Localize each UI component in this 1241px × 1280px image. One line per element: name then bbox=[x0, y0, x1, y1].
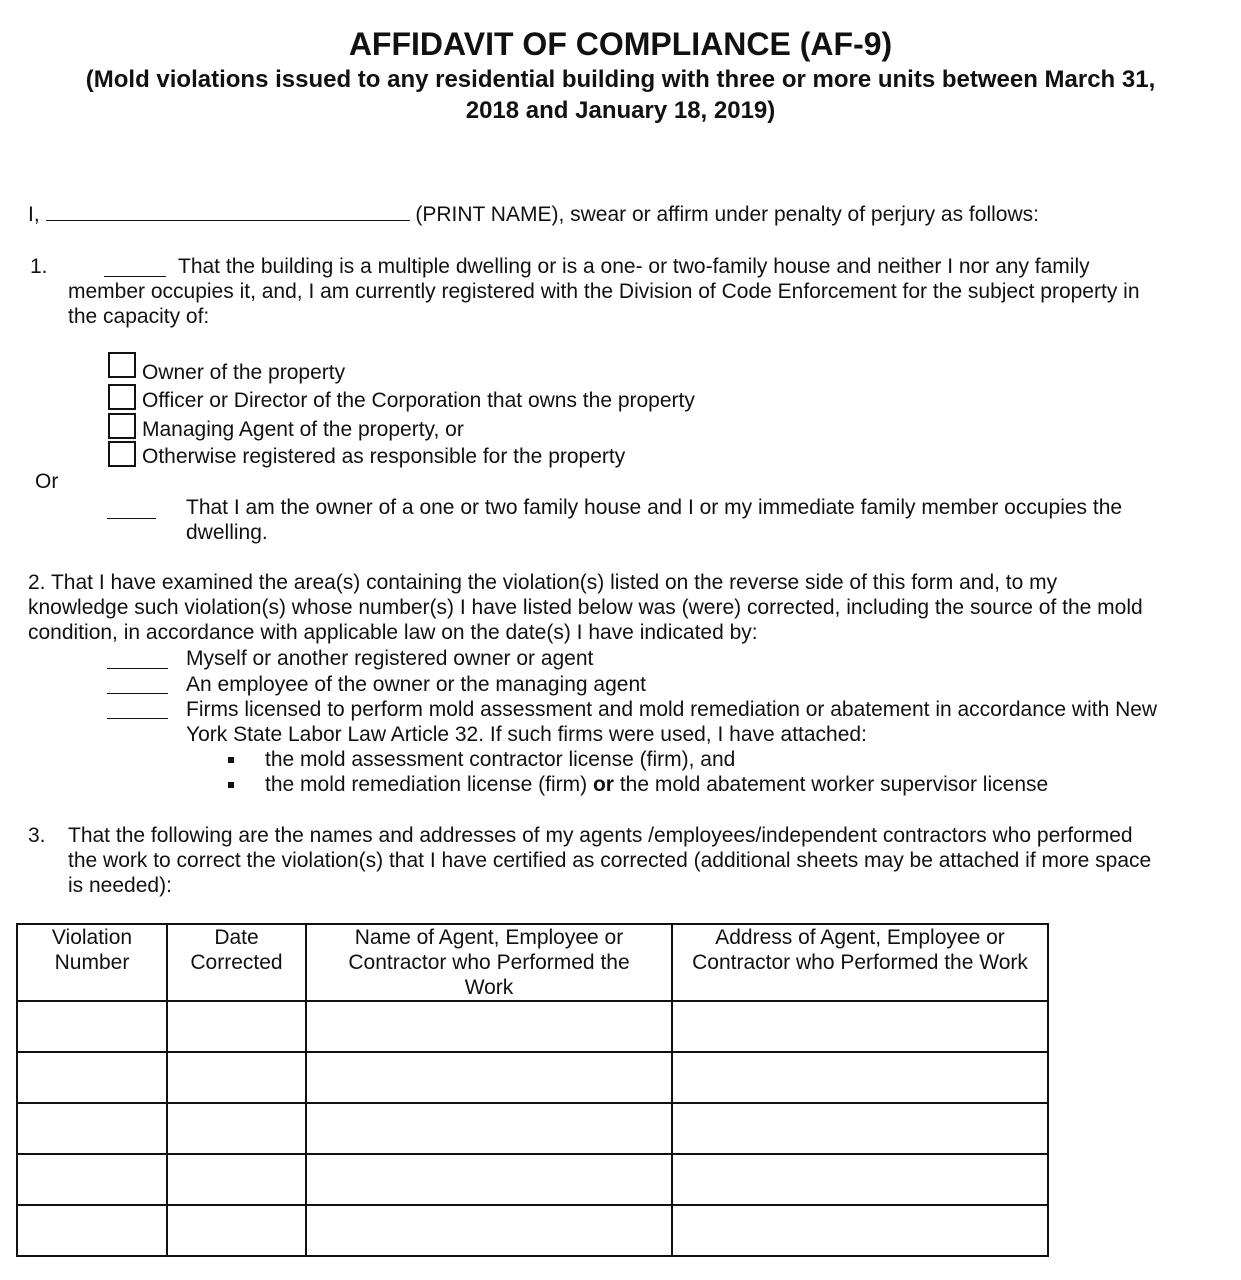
header-text: Contractor who Performed the bbox=[348, 951, 630, 974]
bullet-icon bbox=[228, 757, 234, 763]
corrected-by-employee-field[interactable] bbox=[107, 671, 168, 694]
bullet-text-or: or bbox=[592, 773, 614, 796]
item3-text: That the following are the names and addresses of my agents /employees/independent contractors who performed bbox=[68, 824, 1133, 847]
item2-text: 2. That I have examined the area(s) containing the violation(s) listed on the reverse side of this form and, to my bbox=[28, 571, 1058, 594]
cell[interactable] bbox=[17, 1154, 167, 1205]
header-text: Contractor who Performed the Work bbox=[692, 951, 1028, 974]
intro-prefix: I, bbox=[28, 203, 40, 226]
cell[interactable] bbox=[306, 1052, 672, 1103]
checkbox-otherwise-registered[interactable] bbox=[108, 441, 136, 467]
cell[interactable] bbox=[17, 1052, 167, 1103]
checkbox-officer[interactable] bbox=[108, 384, 136, 410]
checkbox-label: Otherwise registered as responsible for the property bbox=[142, 445, 626, 468]
cell[interactable] bbox=[306, 1205, 672, 1256]
cell[interactable] bbox=[17, 1001, 167, 1052]
bullet-text-part: the mold remediation license (firm) bbox=[265, 773, 588, 796]
table-row bbox=[17, 1103, 1048, 1154]
item1-text: member occupies it, and, I am currently registered with the Division of Code Enforcement for the subject property in bbox=[68, 280, 1140, 303]
cell[interactable] bbox=[167, 1001, 306, 1052]
table-row bbox=[17, 1001, 1048, 1052]
bullet-text bbox=[265, 772, 1048, 797]
cell[interactable] bbox=[672, 1205, 1048, 1256]
cell[interactable] bbox=[672, 1001, 1048, 1052]
or-label: Or bbox=[35, 470, 59, 493]
table-header-row bbox=[17, 924, 1048, 1001]
item3-text: is needed): bbox=[68, 874, 172, 897]
bullet-icon bbox=[228, 782, 234, 788]
cell[interactable] bbox=[167, 1154, 306, 1205]
item1-text: the capacity of: bbox=[68, 305, 210, 328]
print-name-field[interactable] bbox=[46, 202, 410, 221]
item2-option: An employee of the owner or the managing agent bbox=[186, 673, 646, 696]
alt-initial-field[interactable] bbox=[107, 496, 156, 519]
corrected-by-firm-field[interactable] bbox=[107, 696, 168, 719]
header-text: Number bbox=[54, 951, 130, 974]
cell[interactable] bbox=[306, 1001, 672, 1052]
header-agent-name bbox=[306, 924, 672, 1001]
item1-text: That the building is a multiple dwelling or is a one- or two-family house and neither I nor any family bbox=[178, 255, 1090, 278]
checkbox-label: Owner of the property bbox=[142, 361, 346, 384]
subtitle-line2: 2018 and January 18, 2019) bbox=[465, 97, 776, 124]
cell[interactable] bbox=[672, 1154, 1048, 1205]
header-text: Address of Agent, Employee or bbox=[715, 926, 1005, 949]
cell[interactable] bbox=[306, 1103, 672, 1154]
alt-text: dwelling. bbox=[186, 521, 268, 544]
item1-initial-field[interactable] bbox=[104, 254, 166, 277]
table-row bbox=[17, 1205, 1048, 1256]
header-text: Violation bbox=[51, 926, 133, 949]
cell[interactable] bbox=[167, 1052, 306, 1103]
item2-text: knowledge such violation(s) whose number(s) I have listed below was (were) corrected, including the source of the mold bbox=[28, 596, 1143, 619]
item3-text: the work to correct the violation(s) that I have certified as corrected (additional sheets may be attached if more space bbox=[68, 849, 1152, 872]
contractors-table bbox=[16, 923, 1049, 1257]
item2-option: Firms licensed to perform mold assessment and mold remediation or abatement in accordance with New bbox=[186, 698, 1158, 721]
header-agent-address bbox=[672, 924, 1048, 1001]
item3-number: 3. bbox=[28, 824, 46, 847]
cell[interactable] bbox=[17, 1205, 167, 1256]
header-date-corrected bbox=[167, 924, 306, 1001]
corrected-by-self-field[interactable] bbox=[107, 646, 168, 669]
page-title: AFFIDAVIT OF COMPLIANCE (AF-9) bbox=[348, 26, 893, 62]
subtitle-line1: (Mold violations issued to any residential building with three or more units between March 31, bbox=[85, 66, 1156, 93]
bullet-text-part: the mold abatement worker supervisor license bbox=[619, 773, 1049, 796]
item1-number: 1. bbox=[30, 255, 48, 278]
cell[interactable] bbox=[167, 1205, 306, 1256]
header-text: Name of Agent, Employee or bbox=[354, 926, 624, 949]
item2-text: condition, in accordance with applicable law on the date(s) I have indicated by: bbox=[28, 621, 758, 644]
header-text: Date bbox=[214, 926, 259, 949]
header-violation-number bbox=[17, 924, 167, 1001]
cell[interactable] bbox=[672, 1103, 1048, 1154]
header-text: Corrected bbox=[190, 951, 283, 974]
bullet-text: the mold assessment contractor license (firm), and bbox=[265, 748, 736, 771]
cell[interactable] bbox=[672, 1052, 1048, 1103]
checkbox-managing-agent[interactable] bbox=[108, 413, 136, 439]
checkbox-label: Managing Agent of the property, or bbox=[142, 418, 464, 441]
intro-line bbox=[28, 202, 1039, 227]
cell[interactable] bbox=[306, 1154, 672, 1205]
header-text: Work bbox=[464, 976, 514, 999]
checkbox-owner[interactable] bbox=[108, 352, 136, 378]
cell[interactable] bbox=[17, 1103, 167, 1154]
table-row bbox=[17, 1052, 1048, 1103]
checkbox-label: Officer or Director of the Corporation that owns the property bbox=[142, 389, 695, 412]
table-row bbox=[17, 1154, 1048, 1205]
item2-option: Myself or another registered owner or agent bbox=[186, 647, 594, 670]
item2-option: York State Labor Law Article 32. If such firms were used, I have attached: bbox=[186, 723, 867, 746]
cell[interactable] bbox=[167, 1103, 306, 1154]
alt-text: That I am the owner of a one or two family house and I or my immediate family member occupies the bbox=[186, 496, 1123, 519]
intro-suffix: (PRINT NAME), swear or affirm under penalty of perjury as follows: bbox=[415, 203, 1039, 226]
